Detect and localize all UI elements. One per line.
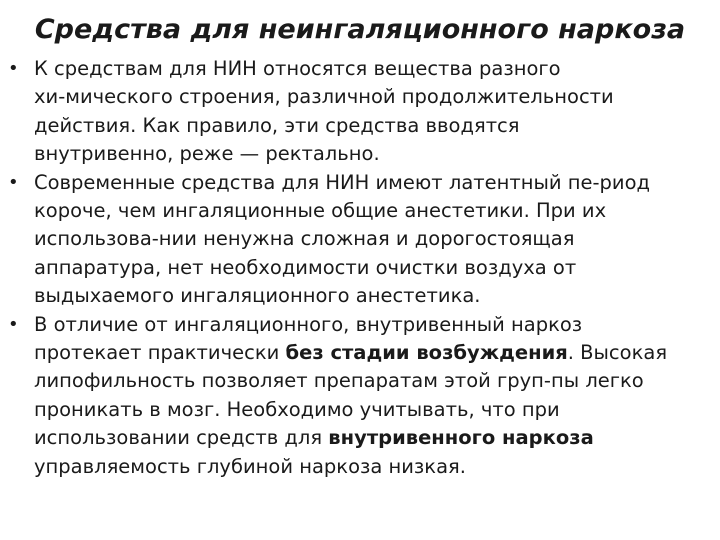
text-line: управляемость глубиной наркоза низкая.: [34, 454, 466, 478]
bold-phrase: внутривенного наркоза: [328, 426, 594, 450]
bullet-text: [34, 171, 650, 308]
text-line: хи-мического строения, различной продолжительности: [34, 85, 614, 109]
bullet-item: [0, 169, 720, 311]
text-line: проникать в мозг. Необходимо учитывать, что при: [34, 397, 560, 421]
bullet-marker: •: [8, 171, 19, 193]
bullet-item: [0, 55, 720, 169]
text-line: К средствам для НИН относятся вещества разного: [34, 57, 561, 80]
slide-title: Средства для неингаляционного наркоза: [34, 14, 686, 45]
text-line: липофильность позволяет препаратам этой груп-пы легко: [34, 369, 644, 393]
bullet-list: [0, 55, 720, 481]
text-run: использовании средств для: [34, 426, 329, 450]
bold-phrase: без стадии возбуждения: [285, 341, 568, 365]
text-line: Современные средства для НИН имеют латентный пе-риод: [34, 170, 650, 194]
text-run: протекает практически: [34, 341, 286, 365]
text-line: выдыхаемого ингаляционного анестетика.: [34, 284, 481, 308]
text-line: использова-нии ненужна сложная и дорогостоящая: [34, 227, 575, 251]
bullet-text: [34, 57, 614, 165]
bullet-marker: •: [8, 58, 19, 79]
text-line: В отличие от ингаляционного, внутривенный наркоз: [34, 312, 583, 336]
text-run: . Высокая: [567, 341, 668, 365]
bullet-text: [34, 313, 667, 478]
text-line: аппаратура, нет необходимости очистки воздуха от: [34, 255, 577, 279]
text-line: внутривенно, реже — ректально.: [34, 142, 380, 166]
bullet-marker: •: [8, 313, 19, 335]
bullet-item: [0, 311, 720, 481]
text-line: действия. Как правило, эти средства вводятся: [34, 113, 520, 137]
text-line: короче, чем ингаляционные общие анестетики. При их: [34, 199, 607, 223]
